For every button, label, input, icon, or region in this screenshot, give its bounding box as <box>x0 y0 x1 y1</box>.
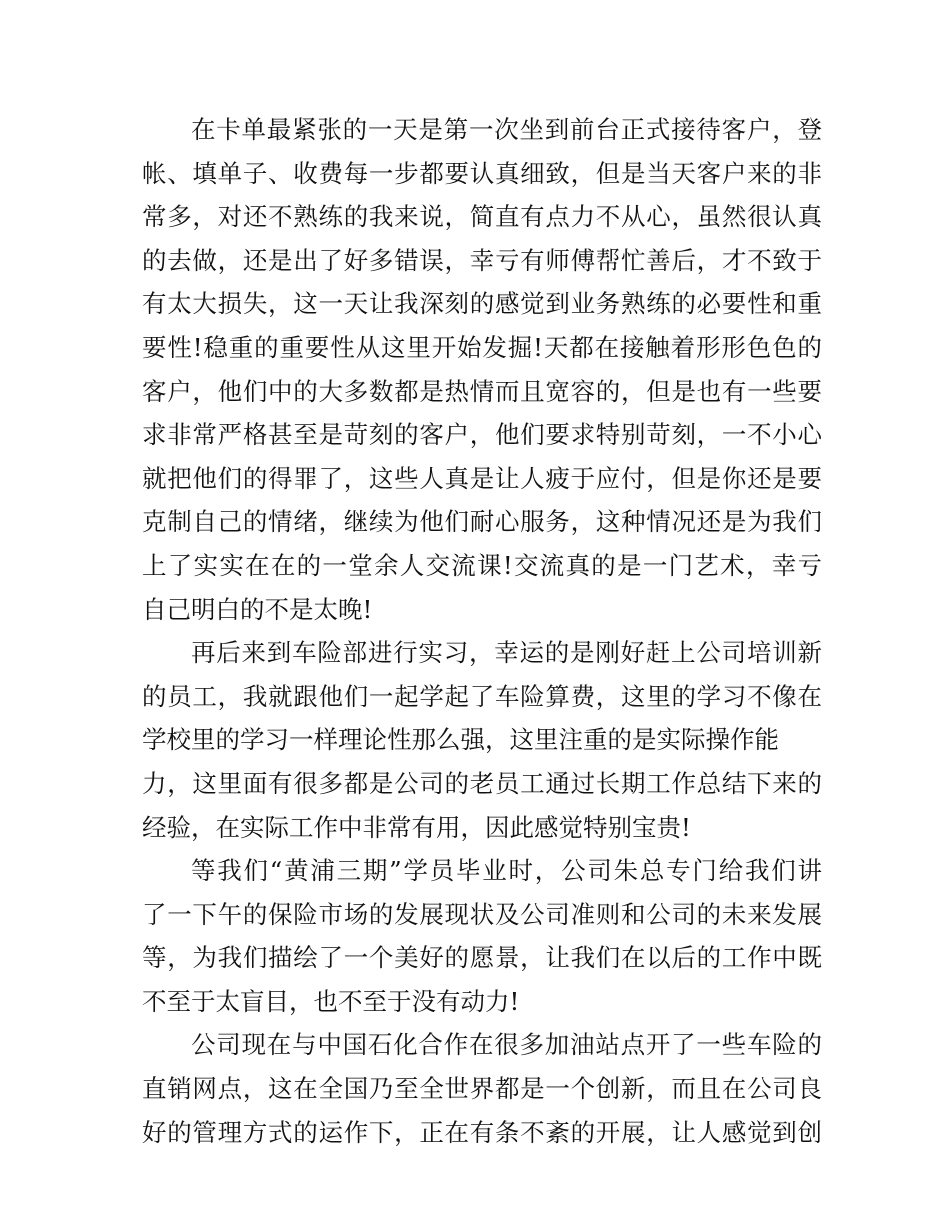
text-line: 帐、填单子、收费每一步都要认真细致，但是当天客户来的非 <box>142 158 822 188</box>
text-line: 公司现在与中国石化合作在很多加油站点开了一些车险的 <box>191 1030 822 1060</box>
text-line: 的员工，我就跟他们一起学起了车险算费，这里的学习不像在 <box>142 681 822 711</box>
text-line: 了一下午的保险市场的发展现状及公司准则和公司的未来发展 <box>142 899 822 929</box>
text-line: 直销网点，这在全国乃至全世界都是一个创新，而且在公司良 <box>142 1074 822 1104</box>
text-line: 不至于太盲目，也不至于没有动力! <box>142 986 520 1016</box>
text-line: 客户，他们中的大多数都是热情而且宽容的，但是也有一些要 <box>142 376 822 406</box>
text-line: 就把他们的得罪了，这些人真是让人疲于应付，但是你还是要 <box>142 463 822 493</box>
text-line: 力，这里面有很多都是公司的老员工通过长期工作总结下来的 <box>142 768 822 798</box>
text-line: 求非常严格甚至是苛刻的客户，他们要求特别苛刻，一不小心 <box>142 420 822 450</box>
text-line: 经验，在实际工作中非常有用，因此感觉特别宝贵! <box>142 812 691 842</box>
text-line: 在卡单最紧张的一天是第一次坐到前台正式接待客户，登 <box>191 115 822 144</box>
text-line: 学校里的学习一样理论性那么强，这里注重的是实际操作能 <box>142 725 779 755</box>
document-body <box>142 108 822 1154</box>
text-line: 等，为我们描绘了一个美好的愿景，让我们在以后的工作中既 <box>142 943 822 973</box>
text-line: 有太大损失，这一天让我深刻的感觉到业务熟练的必要性和重 <box>142 289 822 319</box>
text-line: 等我们“黄浦三期”学员毕业时，公司朱总专门给我们讲 <box>191 856 822 886</box>
text-line: 克制自己的情绪，继续为他们耐心服务，这种情况还是为我们 <box>142 507 822 537</box>
text-line: 好的管理方式的运作下，正在有条不紊的开展，让人感觉到创 <box>142 1117 822 1147</box>
text-line: 的去做，还是出了好多错误，幸亏有师傅帮忙善后，才不致于 <box>142 245 822 275</box>
text-line: 上了实实在在的一堂余人交流课!交流真的是一门艺术，幸亏 <box>142 550 822 580</box>
paragraph-4 <box>142 1023 822 1154</box>
text-line: 要性!稳重的重要性从这里开始发掘!天都在接触着形形色色的 <box>142 332 822 362</box>
text-line: 再后来到车险部进行实习，幸运的是刚好赶上公司培训新 <box>191 638 822 668</box>
paragraph-2 <box>142 631 822 849</box>
paragraph-3 <box>142 849 822 1023</box>
text-line: 常多，对还不熟练的我来说，简直有点力不从心，虽然很认真 <box>142 202 822 232</box>
paragraph-1 <box>142 108 822 631</box>
text-line: 自己明白的不是太晚! <box>142 594 373 624</box>
